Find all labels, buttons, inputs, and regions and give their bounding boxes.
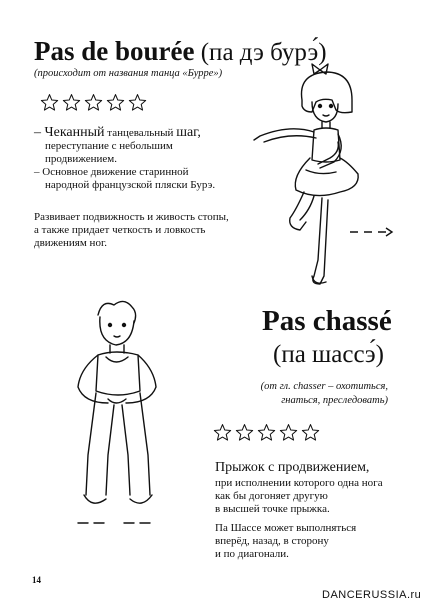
subtitle: (от гл. chasser – охотиться, гнаться, преследовать): [260, 381, 388, 406]
watermark: DANCERUSSIA.ru: [322, 589, 422, 601]
star-outline-icon[interactable]: [257, 423, 276, 442]
page-number: 14: [32, 575, 41, 585]
description-extra: Па Шассе может выполняться вперёд, назад, в сторону и по диагонали.: [215, 522, 357, 560]
rating-stars[interactable]: [213, 423, 320, 442]
star-outline-icon[interactable]: [213, 423, 232, 442]
section-title-russian: (па шассэ́): [273, 341, 384, 368]
girl-dancer-illustration: [240, 60, 410, 295]
star-outline-icon[interactable]: [62, 93, 81, 112]
boy-dancer-illustration: [58, 295, 208, 535]
title-latin: Pas de bourée: [34, 36, 195, 66]
section-title-latin: Pas chassé: [262, 305, 392, 337]
rating-stars[interactable]: [40, 93, 147, 112]
bullet-list: – Чеканный танцевальный шаг, переступание с небольшим продвижением. – Основное движение старинной народной французской пляски Бурэ.: [34, 126, 224, 192]
star-outline-icon[interactable]: [235, 423, 254, 442]
description: при исполнении которого одна нога как бы догоняет другую в высшей точке прыжка.: [215, 477, 383, 515]
description: Развивает подвижность и живость стопы, а также придает четкость и ловкость движениям ног.: [34, 211, 229, 249]
star-outline-icon[interactable]: [84, 93, 103, 112]
title-russian: (па дэ бурэ́): [200, 39, 327, 66]
section-heading: Прыжок с продвижением,: [215, 460, 370, 475]
star-outline-icon[interactable]: [301, 423, 320, 442]
star-outline-icon[interactable]: [40, 93, 59, 112]
bullet-item: – Чеканный танцевальный шаг,: [34, 125, 201, 140]
star-outline-icon[interactable]: [279, 423, 298, 442]
bullet-item: – Основное движение старинной: [34, 166, 189, 178]
star-outline-icon[interactable]: [128, 93, 147, 112]
star-outline-icon[interactable]: [106, 93, 125, 112]
subtitle: (происходит от названия танца «Бурре»): [34, 68, 223, 79]
